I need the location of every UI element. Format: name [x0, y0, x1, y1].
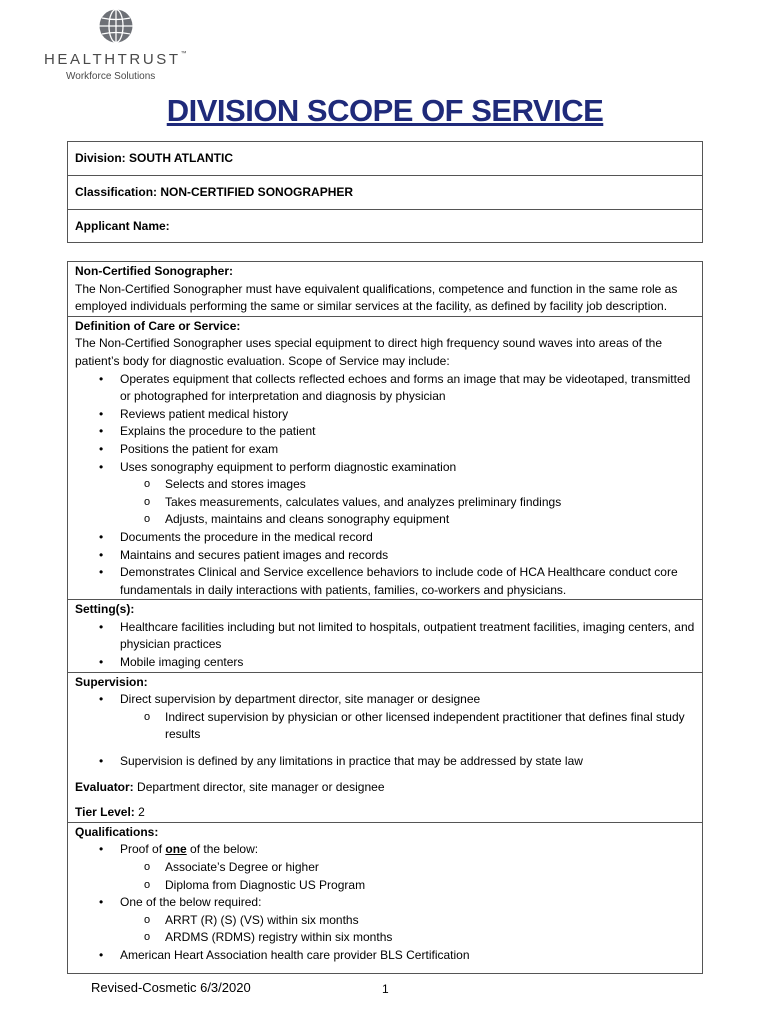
- logo-subtitle: Workforce Solutions: [66, 71, 156, 82]
- list-item: • Proof of one of the below: o Associate’s Degree or higher o Diploma from Diagnostic US Program: [120, 841, 695, 894]
- qualifications-heading: Qualifications:: [75, 824, 159, 839]
- list-item: • Positions the patient for exam: [120, 441, 695, 459]
- settings-heading: Setting(s):: [75, 602, 135, 617]
- sub-list-item: o Takes measurements, calculates values, and analyzes preliminary findings: [165, 494, 695, 512]
- list-item: • Uses sonography equipment to perform diagnostic examination o Selects and stores images o Takes measurements, calculates values, and analyzes preliminary findings o Adjusts, maintains and cleans sonography equipment: [120, 459, 695, 529]
- list-item: • One of the below required: o ARRT (R) (S) (VS) within six months o ARDMS (RDMS) registry within six months: [120, 894, 695, 947]
- role-text: The Non-Certified Sonographer must have equivalent qualifications, competence and function in the same role as employed individuals performing the same or similar services at the facility, as defined by facility job description.: [75, 281, 678, 314]
- sub-list-item: o Associate’s Degree or higher: [165, 859, 695, 877]
- list-item: • Explains the procedure to the patient: [120, 423, 695, 441]
- settings-section: [68, 599, 702, 671]
- sub-list-item: o Diploma from Diagnostic US Program: [165, 877, 695, 895]
- list-item: • Supervision is defined by any limitations in practice that may be addressed by state law: [120, 753, 695, 771]
- list-item: • Operates equipment that collects reflected echoes and forms an image that may be videotaped, transmitted or photographed for interpretation and diagnosis by physician: [120, 371, 695, 406]
- list-item: • Demonstrates Clinical and Service excellence behaviors to include code of HCA Healthcare conduct core fundamentals in daily interactions with patients, families, co-workers and physicians.: [120, 564, 695, 599]
- tier-level-line: Tier Level: 2: [75, 805, 145, 820]
- logo-brand: HEALTHTRUST™: [44, 51, 187, 68]
- sub-list-item: o Selects and stores images: [165, 476, 695, 494]
- role-section: [68, 262, 702, 316]
- definition-text: The Non-Certified Sonographer uses special equipment to direct high frequency sound waves into areas of the patient’s body for diagnostic evaluation. Scope of Service may include:: [75, 336, 663, 368]
- list-item: • Maintains and secures patient images and records: [120, 547, 695, 565]
- page-title: DIVISION SCOPE OF SERVICE: [166, 93, 604, 128]
- list-item: • Documents the procedure in the medical record: [120, 529, 695, 547]
- list-item: • Direct supervision by department director, site manager or designee o Indirect supervision by physician or other licensed independent practitioner that defines final study results: [120, 691, 695, 744]
- list-item: • Mobile imaging centers: [120, 654, 695, 672]
- evaluator-line: Evaluator: Department director, site manager or designee: [75, 779, 385, 794]
- list-item: • Reviews patient medical history: [120, 406, 695, 424]
- header-table: [67, 141, 703, 243]
- sub-list-item: o ARDMS (RDMS) registry within six months: [165, 929, 695, 947]
- supervision-section: [68, 672, 702, 822]
- role-heading: Non-Certified Sonographer:: [75, 264, 233, 278]
- healthtrust-logo: [44, 6, 204, 86]
- classification-row: Classification: NON-CERTIFIED SONOGRAPHER: [68, 175, 702, 209]
- globe-logo-icon: [98, 8, 134, 44]
- supervision-heading: Supervision:: [75, 674, 148, 689]
- qualifications-section: [68, 822, 702, 965]
- applicant-name-row: Applicant Name:: [68, 209, 702, 243]
- revision-note: Revised-Cosmetic 6/3/2020: [91, 980, 251, 995]
- definition-section: [68, 316, 702, 600]
- list-item: • Healthcare facilities including but not limited to hospitals, outpatient treatment facilities, imaging centers, and physician practices: [120, 619, 695, 654]
- sub-list-item: o ARRT (R) (S) (VS) within six months: [165, 912, 695, 930]
- definition-heading: Definition of Care or Service:: [75, 318, 241, 333]
- page-number: 1: [382, 982, 389, 996]
- list-item: • American Heart Association health care provider BLS Certification: [120, 947, 695, 965]
- scope-table: [67, 261, 703, 974]
- sub-list-item: o Adjusts, maintains and cleans sonography equipment: [165, 511, 695, 529]
- division-row: Division: SOUTH ATLANTIC: [75, 151, 233, 165]
- sub-list-item: o Indirect supervision by physician or other licensed independent practitioner that defines final study results: [165, 709, 695, 744]
